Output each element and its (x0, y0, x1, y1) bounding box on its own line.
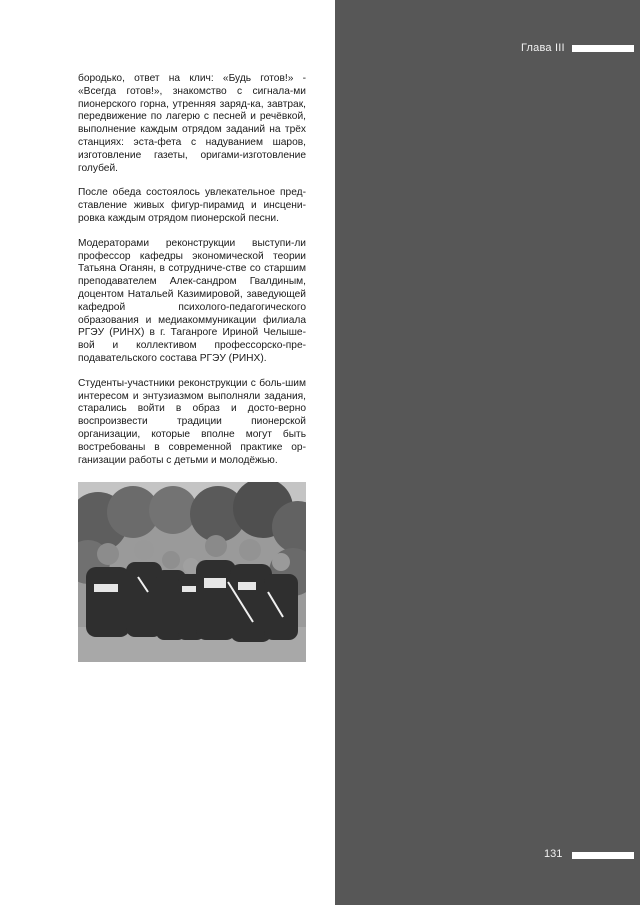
chapter-label: Глава III (521, 42, 565, 54)
paragraph-1: бородько, ответ на клич: «Будь готов!» - «Всегда готов!», знакомство с сигнала-ми пионерского горна, утренняя заряд-ка, завтрак, передвижение по лагерю с песней и речёвкой, выполнение каждым отрядом заданий на трёх станциях: эста-фета с надуванием шаров, изготовление газеты, оригами-изготовление голубей. (78, 73, 306, 174)
page-number: 131 (544, 848, 563, 860)
paragraph-2: После обеда состоялось увлекательное пред-ставление живых фигур-пирамид и инсцени-ровка каждым отрядом пионерской песни. (78, 187, 306, 224)
group-photo-illustration (78, 482, 306, 662)
group-photo (78, 482, 306, 662)
paragraph-3: Модераторами реконструкции выступи-ли профессор кафедры экономической теории Татьяна Оганян, в сотрудниче-стве со старшим преподавателем Алек-сандром Гвалдиным, доцентом Натальей Казимировой, заведующей кафедрой психолого-педагогического образования и медиакоммуникации филиала РГЭУ (РИНХ) в г. Таганроге Ириной Челыше-вой и коллективом профессорско-пре-подавательского состава РГЭУ (РИНХ). (78, 237, 306, 364)
right-side-panel (335, 0, 640, 905)
article-text (78, 73, 306, 479)
chapter-marker-bar (572, 45, 634, 52)
page-marker-bar (572, 852, 634, 859)
paragraph-4: Студенты-участники реконструкции с боль-шим интересом и энтузиазмом выполняли задания, старались войти в образ и досто-верно воспроизвести традиции пионерской организации, которые вполне могут быть востребованы в современной практике ор-ганизации работы с детьми и молодёжью. (78, 377, 306, 466)
